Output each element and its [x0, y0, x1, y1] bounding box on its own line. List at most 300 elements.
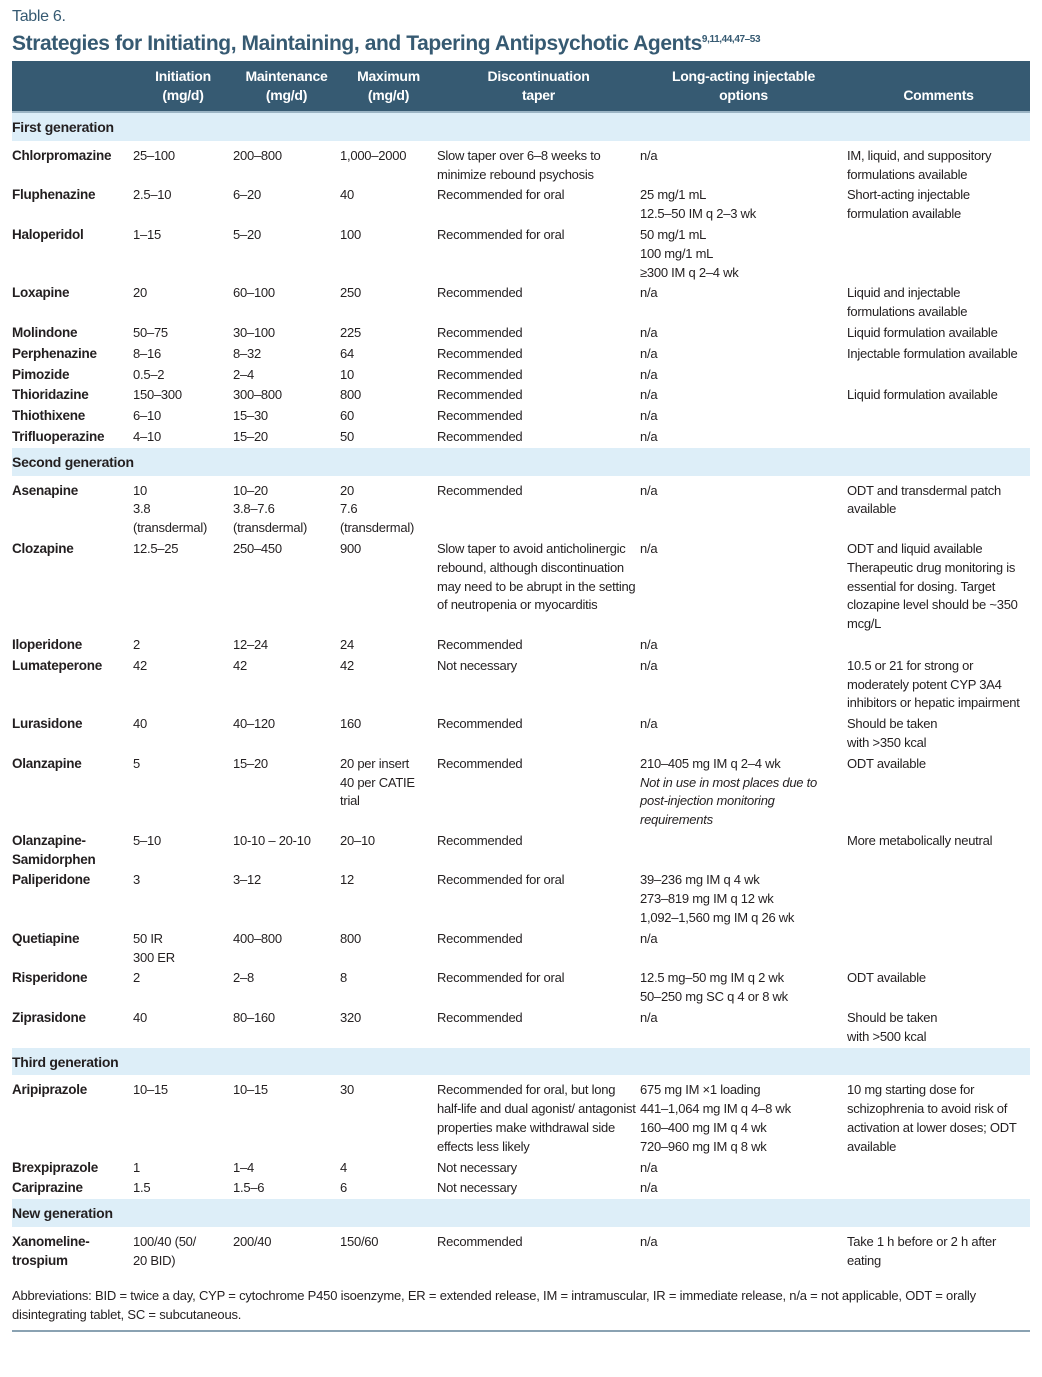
cell-maximum	[340, 185, 437, 225]
cell-maximum	[340, 1178, 437, 1199]
cell-maintenance	[233, 1227, 340, 1272]
cell-long-acting-injectable	[640, 635, 847, 656]
discontinuation-taper-text: Recommended for oral	[437, 970, 565, 986]
header-row	[12, 61, 1030, 112]
maintenance-text: 3–12	[233, 872, 261, 888]
cell-initiation	[133, 754, 233, 831]
cell-drug-name	[12, 968, 133, 1008]
drug-name-text: Cariprazine	[12, 1180, 83, 1196]
comments-text: 10.5 or 21 for strong or moderately potent CYP 3A4 inhibitors or hepatic impairment	[847, 657, 1020, 711]
cell-discontinuation-taper	[437, 141, 640, 186]
cell-maximum	[340, 225, 437, 283]
initiation-text: 50–75	[133, 324, 168, 340]
footnote: Abbreviations: BID = twice a day, CYP = cytochrome P450 isoenzyme, ER = extended release, IM = intramuscular, IR = immediate release, n/a = not applicable, ODT = orally disintegrating tablet, SC = subcutaneous.	[12, 1286, 1030, 1332]
table-row	[12, 385, 1030, 406]
discontinuation-taper-text: Not necessary	[437, 1159, 517, 1175]
maximum-text: 160	[340, 716, 361, 732]
cell-discontinuation-taper	[437, 870, 640, 928]
long-acting-injectable-text: 25 mg/1 mL 12.5–50 IM q 2–3 wk	[640, 187, 756, 222]
cell-drug-name	[12, 1227, 133, 1272]
cell-long-acting-injectable	[640, 1075, 847, 1157]
cell-maximum	[340, 141, 437, 186]
maintenance-text: 15–30	[233, 408, 268, 424]
maintenance-text: 8–32	[233, 345, 261, 361]
cell-maintenance	[233, 1008, 340, 1048]
cell-initiation	[133, 427, 233, 448]
discontinuation-taper-text: Recommended	[437, 387, 523, 403]
long-acting-injectable-text: 12.5 mg–50 mg IM q 2 wk 50–250 mg SC q 4 or 8 wk	[640, 970, 788, 1005]
long-acting-injectable-text: n/a	[640, 1234, 658, 1250]
cell-long-acting-injectable	[640, 539, 847, 635]
maintenance-text: 12–24	[233, 636, 268, 652]
antipsychotic-table	[12, 61, 1030, 1272]
maximum-text: 40	[340, 187, 354, 203]
cell-drug-name	[12, 1178, 133, 1199]
comments-text: ODT available	[847, 970, 926, 986]
maximum-text: 20–10	[340, 832, 375, 848]
comments-text: Take 1 h before or 2 h after eating	[847, 1234, 997, 1268]
cell-long-acting-injectable	[640, 656, 847, 714]
initiation-text: 3	[133, 872, 140, 888]
maximum-text: 150/60	[340, 1234, 379, 1250]
table-row	[12, 539, 1030, 635]
comments-text: Injectable formulation available	[847, 345, 1018, 361]
cell-long-acting-injectable	[640, 754, 847, 831]
cell-initiation	[133, 1008, 233, 1048]
group-row	[12, 1199, 1030, 1227]
drug-name-text: Thioridazine	[12, 387, 89, 403]
drug-name-text: Molindone	[12, 324, 78, 340]
cell-initiation	[133, 1178, 233, 1199]
table-row	[12, 929, 1030, 969]
initiation-text: 40	[133, 1010, 147, 1026]
discontinuation-taper-text: Recommended	[437, 428, 523, 444]
long-acting-injectable-text: n/a	[640, 324, 658, 340]
initiation-text: 4–10	[133, 428, 161, 444]
cell-maintenance	[233, 406, 340, 427]
cell-maintenance	[233, 754, 340, 831]
maintenance-text: 80–160	[233, 1010, 275, 1026]
long-acting-injectable-text: 210–405 mg IM q 2–4 wk	[640, 755, 781, 771]
discontinuation-taper-text: Recommended	[437, 366, 523, 382]
cell-comments	[847, 1158, 1030, 1179]
cell-long-acting-injectable	[640, 870, 847, 928]
table-row	[12, 831, 1030, 871]
maintenance-text: 10-10 – 20-10	[233, 832, 311, 848]
discontinuation-taper-text: Recommended	[437, 716, 523, 732]
cell-comments	[847, 344, 1030, 365]
cell-maintenance	[233, 323, 340, 344]
cell-initiation	[133, 1158, 233, 1179]
cell-comments	[847, 929, 1030, 969]
maintenance-text: 10–20 3.8–7.6 (transdermal)	[233, 482, 308, 536]
discontinuation-taper-text: Recommended	[437, 345, 523, 361]
drug-name-text: Trifluoperazine	[12, 428, 105, 444]
cell-maximum	[340, 427, 437, 448]
cell-maximum	[340, 323, 437, 344]
initiation-text: 0.5–2	[133, 366, 165, 382]
cell-comments	[847, 754, 1030, 831]
title-references: 9,11,44,47–53	[701, 34, 761, 45]
cell-comments	[847, 1075, 1030, 1157]
cell-initiation	[133, 1227, 233, 1272]
maintenance-text: 200–800	[233, 147, 282, 163]
comments-text: Liquid formulation available	[847, 387, 998, 403]
table-row	[12, 1227, 1030, 1272]
cell-discontinuation-taper	[437, 754, 640, 831]
maintenance-text: 200/40	[233, 1234, 272, 1250]
cell-initiation	[133, 968, 233, 1008]
cell-drug-name	[12, 365, 133, 386]
long-acting-injectable-text: n/a	[640, 1180, 658, 1196]
maximum-text: 42	[340, 657, 354, 673]
maintenance-text: 250–450	[233, 540, 282, 556]
drug-name-text: Pimozide	[12, 366, 70, 382]
long-acting-injectable-text: n/a	[640, 540, 658, 556]
cell-maintenance	[233, 1158, 340, 1179]
initiation-text: 2	[133, 636, 140, 652]
title-text: Strategies for Initiating, Maintaining, and Tapering Antipsychotic Agents	[12, 32, 702, 55]
cell-discontinuation-taper	[437, 283, 640, 323]
drug-name-text: Olanzapine- Samidorphen	[12, 832, 96, 867]
cell-long-acting-injectable	[640, 385, 847, 406]
cell-initiation	[133, 283, 233, 323]
long-acting-injectable-text: n/a	[640, 147, 658, 163]
maintenance-text: 30–100	[233, 324, 275, 340]
cell-maintenance	[233, 929, 340, 969]
cell-maintenance	[233, 365, 340, 386]
maximum-text: 20 7.6 (transdermal)	[340, 482, 415, 536]
long-acting-injectable-text: n/a	[640, 1159, 658, 1175]
cell-discontinuation-taper	[437, 831, 640, 871]
long-acting-injectable-text: n/a	[640, 345, 658, 361]
table-row	[12, 185, 1030, 225]
drug-name-text: Haloperidol	[12, 226, 84, 242]
cell-discontinuation-taper	[437, 1158, 640, 1179]
cell-discontinuation-taper	[437, 1227, 640, 1272]
cell-maximum	[340, 406, 437, 427]
long-acting-injectable-text: n/a	[640, 428, 658, 444]
table-row	[12, 635, 1030, 656]
maximum-text: 900	[340, 540, 361, 556]
initiation-text: 20	[133, 285, 147, 301]
initiation-text: 8–16	[133, 345, 161, 361]
cell-maximum	[340, 870, 437, 928]
cell-drug-name	[12, 225, 133, 283]
cell-initiation	[133, 344, 233, 365]
maximum-text: 1,000–2000	[340, 147, 407, 163]
table-label: Table 6.	[12, 8, 66, 25]
comments-text: ODT and transdermal patch available	[847, 482, 1001, 517]
table-row	[12, 1008, 1030, 1048]
cell-maximum	[340, 365, 437, 386]
cell-maintenance	[233, 427, 340, 448]
drug-name-text: Fluphenazine	[12, 187, 96, 203]
initiation-text: 10 3.8 (transdermal)	[133, 482, 208, 536]
group-label: Second generation	[12, 448, 1030, 476]
discontinuation-taper-text: Recommended	[437, 832, 523, 848]
cell-maximum	[340, 385, 437, 406]
maximum-text: 250	[340, 285, 361, 301]
table-row	[12, 870, 1030, 928]
long-acting-injectable-text: 39–236 mg IM q 4 wk 273–819 mg IM q 12 wk 1,092–1,560 mg IM q 26 wk	[640, 872, 795, 926]
drug-name-text: Brexpiprazole	[12, 1159, 99, 1175]
drug-name-text: Chlorpromazine	[12, 147, 112, 163]
drug-name-text: Risperidone	[12, 970, 88, 986]
cell-initiation	[133, 831, 233, 871]
drug-name-text: Aripiprazole	[12, 1082, 88, 1098]
discontinuation-taper-text: Recommended for oral	[437, 226, 565, 242]
cell-comments	[847, 323, 1030, 344]
drug-name-text: Xanomeline- trospium	[12, 1234, 90, 1268]
cell-drug-name	[12, 141, 133, 186]
cell-discontinuation-taper	[437, 225, 640, 283]
cell-drug-name	[12, 754, 133, 831]
drug-name-text: Iloperidone	[12, 636, 83, 652]
comments-text: More metabolically neutral	[847, 832, 993, 848]
cell-maximum	[340, 929, 437, 969]
cell-long-acting-injectable	[640, 225, 847, 283]
comments-text: ODT available	[847, 755, 926, 771]
table-row	[12, 406, 1030, 427]
initiation-text: 5	[133, 755, 140, 771]
initiation-text: 2.5–10	[133, 187, 172, 203]
cell-comments	[847, 714, 1030, 754]
drug-name-text: Clozapine	[12, 540, 74, 556]
cell-long-acting-injectable	[640, 929, 847, 969]
cell-maximum	[340, 968, 437, 1008]
drug-name-text: Asenapine	[12, 482, 79, 498]
cell-maintenance	[233, 714, 340, 754]
initiation-text: 100/40 (50/ 20 BID)	[133, 1234, 197, 1268]
cell-maintenance	[233, 870, 340, 928]
long-acting-injectable-text: n/a	[640, 636, 658, 652]
maintenance-text: 400–800	[233, 930, 282, 946]
cell-comments	[847, 1008, 1030, 1048]
initiation-text: 1.5	[133, 1180, 151, 1196]
cell-initiation	[133, 1075, 233, 1157]
column-header: Maintenance (mg/d)	[233, 61, 340, 112]
drug-name-text: Perphenazine	[12, 345, 97, 361]
table-row	[12, 754, 1030, 831]
discontinuation-taper-text: Recommended	[437, 324, 523, 340]
discontinuation-taper-text: Not necessary	[437, 1180, 517, 1196]
table-row	[12, 714, 1030, 754]
maximum-text: 8	[340, 970, 347, 986]
cell-drug-name	[12, 427, 133, 448]
maximum-text: 30	[340, 1082, 354, 1098]
cell-long-acting-injectable	[640, 968, 847, 1008]
cell-maximum	[340, 283, 437, 323]
group-label: Third generation	[12, 1048, 1030, 1076]
cell-maintenance	[233, 635, 340, 656]
cell-long-acting-injectable	[640, 365, 847, 386]
discontinuation-taper-text: Recommended	[437, 1010, 523, 1026]
maximum-text: 24	[340, 636, 354, 652]
cell-drug-name	[12, 831, 133, 871]
cell-long-acting-injectable	[640, 1178, 847, 1199]
maintenance-text: 5–20	[233, 226, 261, 242]
cell-maximum	[340, 1008, 437, 1048]
maintenance-text: 2–8	[233, 970, 254, 986]
cell-initiation	[133, 185, 233, 225]
cell-long-acting-injectable	[640, 141, 847, 186]
group-label: New generation	[12, 1199, 1030, 1227]
table-row	[12, 283, 1030, 323]
cell-long-acting-injectable	[640, 1158, 847, 1179]
table-row	[12, 1178, 1030, 1199]
cell-discontinuation-taper	[437, 635, 640, 656]
initiation-text: 12.5–25	[133, 540, 179, 556]
initiation-text: 5–10	[133, 832, 161, 848]
cell-maintenance	[233, 185, 340, 225]
cell-maintenance	[233, 968, 340, 1008]
cell-drug-name	[12, 1075, 133, 1157]
comments-text: Short-acting injectable formulation available	[847, 187, 970, 222]
cell-drug-name	[12, 870, 133, 928]
cell-comments	[847, 385, 1030, 406]
cell-discontinuation-taper	[437, 344, 640, 365]
cell-drug-name	[12, 344, 133, 365]
long-acting-injectable-text: n/a	[640, 930, 658, 946]
cell-initiation	[133, 406, 233, 427]
discontinuation-taper-text: Not necessary	[437, 657, 517, 673]
cell-maintenance	[233, 539, 340, 635]
maximum-text: 320	[340, 1010, 361, 1026]
cell-discontinuation-taper	[437, 968, 640, 1008]
initiation-text: 2	[133, 970, 140, 986]
cell-drug-name	[12, 929, 133, 969]
maintenance-text: 300–800	[233, 387, 282, 403]
long-acting-injectable-text: 50 mg/1 mL 100 mg/1 mL ≥300 IM q 2–4 wk	[640, 226, 739, 280]
comments-text: Should be taken with >500 kcal	[847, 1010, 938, 1044]
cell-drug-name	[12, 539, 133, 635]
cell-discontinuation-taper	[437, 1075, 640, 1157]
cell-long-acting-injectable	[640, 831, 847, 871]
table-row	[12, 365, 1030, 386]
table-row	[12, 476, 1030, 539]
column-header: Long-acting injectable options	[640, 61, 847, 112]
cell-long-acting-injectable	[640, 1227, 847, 1272]
initiation-text: 50 IR 300 ER	[133, 930, 175, 965]
discontinuation-taper-text: Recommended for oral	[437, 872, 565, 888]
drug-name-text: Ziprasidone	[12, 1010, 86, 1026]
long-acting-injectable-text: n/a	[640, 387, 658, 403]
discontinuation-taper-text: Recommended	[437, 285, 523, 301]
cell-initiation	[133, 476, 233, 539]
comments-text: Liquid and injectable formulations available	[847, 285, 968, 320]
cell-maximum	[340, 1158, 437, 1179]
drug-name-text: Olanzapine	[12, 755, 82, 771]
cell-discontinuation-taper	[437, 1008, 640, 1048]
maintenance-text: 15–20	[233, 428, 268, 444]
table-container	[12, 8, 1030, 1332]
cell-initiation	[133, 635, 233, 656]
discontinuation-taper-text: Slow taper to avoid anticholinergic rebound, although discontinuation may need to be abrupt in the setting of neutropenia or myocarditis	[437, 540, 636, 613]
cell-long-acting-injectable	[640, 185, 847, 225]
drug-name-text: Paliperidone	[12, 872, 91, 888]
cell-discontinuation-taper	[437, 656, 640, 714]
discontinuation-taper-text: Recommended for oral	[437, 187, 565, 203]
table-row	[12, 427, 1030, 448]
cell-discontinuation-taper	[437, 406, 640, 427]
cell-discontinuation-taper	[437, 714, 640, 754]
cell-maintenance	[233, 1075, 340, 1157]
drug-name-text: Loxapine	[12, 285, 70, 301]
cell-long-acting-injectable	[640, 714, 847, 754]
cell-drug-name	[12, 714, 133, 754]
cell-drug-name	[12, 1008, 133, 1048]
drug-name-text: Thiothixene	[12, 408, 86, 424]
cell-initiation	[133, 141, 233, 186]
cell-comments	[847, 635, 1030, 656]
cell-drug-name	[12, 406, 133, 427]
table-row	[12, 141, 1030, 186]
comments-text: Liquid formulation available	[847, 324, 998, 340]
table-row	[12, 1158, 1030, 1179]
cell-comments	[847, 427, 1030, 448]
cell-comments	[847, 365, 1030, 386]
initiation-text: 42	[133, 657, 147, 673]
maximum-text: 10	[340, 366, 354, 382]
comments-text: IM, liquid, and suppository formulations available	[847, 147, 992, 182]
drug-name-text: Lurasidone	[12, 716, 83, 732]
cell-drug-name	[12, 635, 133, 656]
cell-long-acting-injectable	[640, 283, 847, 323]
table-row	[12, 656, 1030, 714]
cell-discontinuation-taper	[437, 476, 640, 539]
maximum-text: 800	[340, 387, 361, 403]
maintenance-text: 40–120	[233, 716, 275, 732]
cell-comments	[847, 141, 1030, 186]
cell-maximum	[340, 754, 437, 831]
group-row	[12, 448, 1030, 476]
cell-comments	[847, 1178, 1030, 1199]
maximum-text: 64	[340, 345, 354, 361]
initiation-text: 10–15	[133, 1082, 168, 1098]
cell-discontinuation-taper	[437, 1178, 640, 1199]
long-acting-injectable-text: n/a	[640, 657, 658, 673]
cell-discontinuation-taper	[437, 385, 640, 406]
cell-discontinuation-taper	[437, 427, 640, 448]
column-header: Comments	[847, 61, 1030, 112]
discontinuation-taper-text: Recommended for oral, but long half-life and dual agonist/ antagonist properties make withdrawal side effects less likely	[437, 1082, 636, 1154]
comments-text: ODT and liquid available Therapeutic drug monitoring is essential for dosing. Target clozapine level should be ~350 mcg/L	[847, 540, 1018, 632]
cell-comments	[847, 1227, 1030, 1272]
cell-drug-name	[12, 283, 133, 323]
cell-initiation	[133, 323, 233, 344]
maximum-text: 6	[340, 1180, 347, 1196]
column-header: Initiation (mg/d)	[133, 61, 233, 112]
maximum-text: 60	[340, 408, 354, 424]
cell-maintenance	[233, 476, 340, 539]
column-header: Maximum (mg/d)	[340, 61, 437, 112]
cell-maintenance	[233, 283, 340, 323]
initiation-text: 6–10	[133, 408, 161, 424]
cell-comments	[847, 968, 1030, 1008]
cell-discontinuation-taper	[437, 539, 640, 635]
initiation-text: 1–15	[133, 226, 161, 242]
maximum-text: 50	[340, 428, 354, 444]
cell-maximum	[340, 831, 437, 871]
cell-initiation	[133, 225, 233, 283]
cell-comments	[847, 656, 1030, 714]
discontinuation-taper-text: Recommended	[437, 755, 523, 771]
initiation-text: 150–300	[133, 387, 182, 403]
cell-maximum	[340, 344, 437, 365]
cell-maximum	[340, 635, 437, 656]
discontinuation-taper-text: Recommended	[437, 930, 523, 946]
